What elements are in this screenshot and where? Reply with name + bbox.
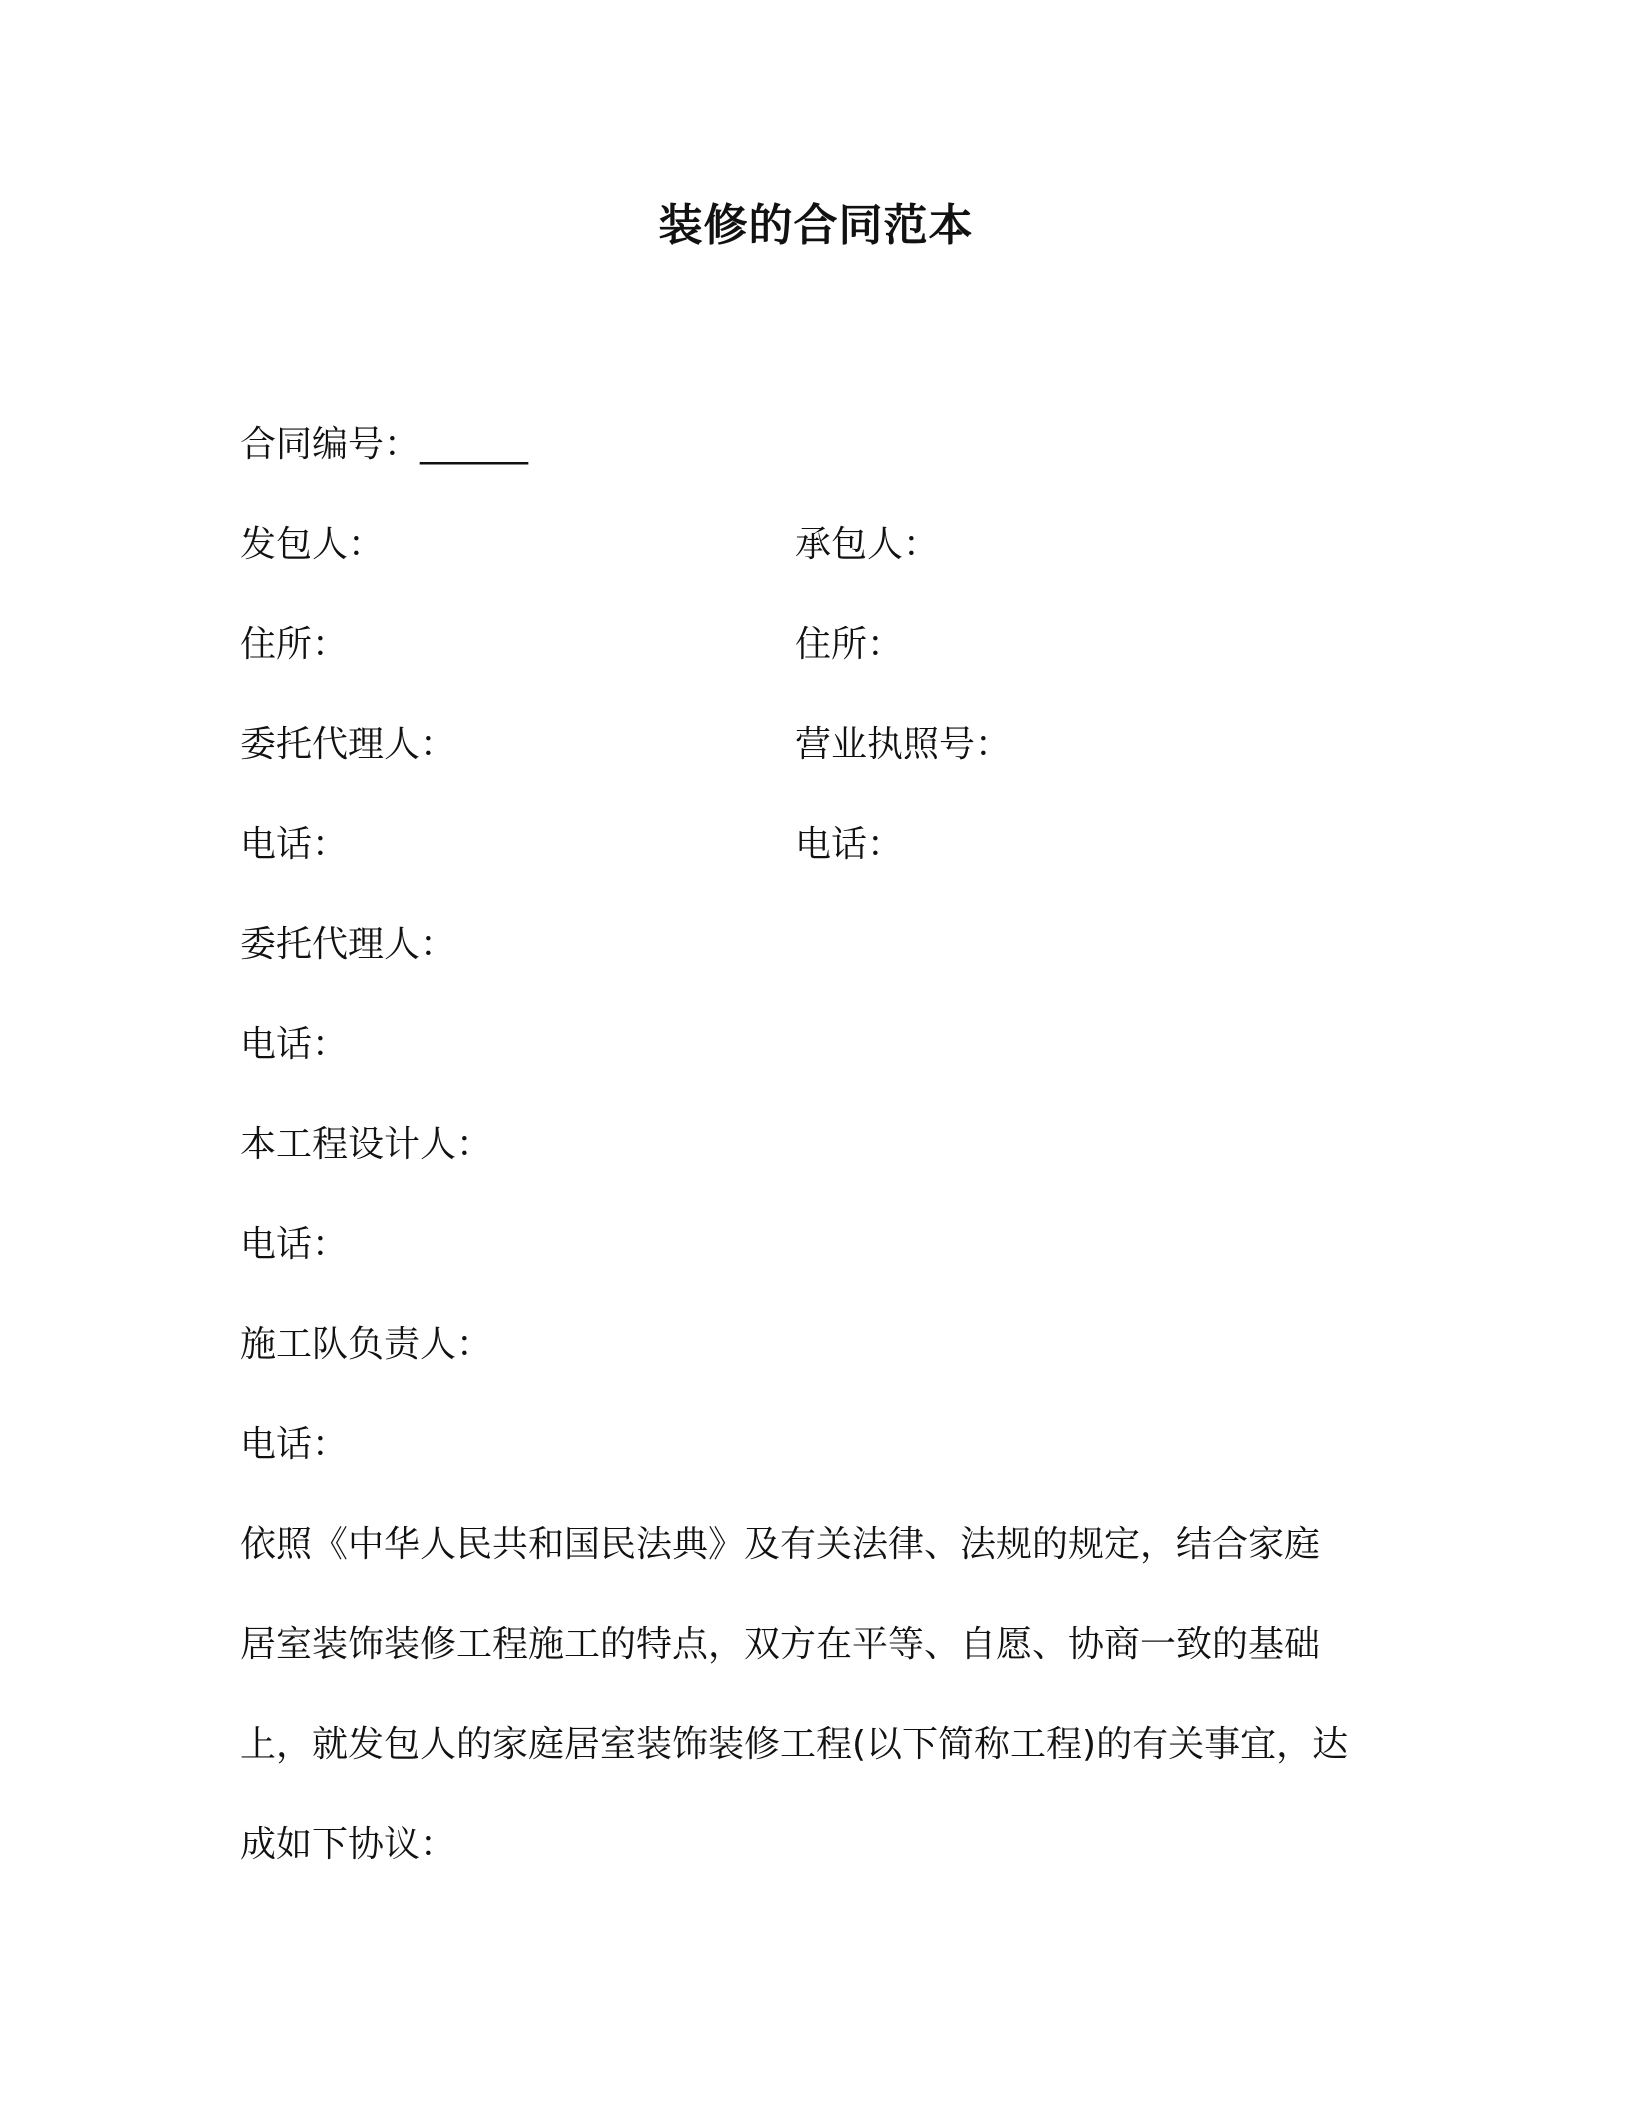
employer-label: 发包人： — [240, 524, 385, 565]
designer-label: 本工程设计人： — [240, 1124, 493, 1165]
contractor-label: 承包人： — [795, 524, 940, 565]
preamble-line: 依照《中华人民共和国民法典》及有关法律、法规的规定，结合家庭 — [240, 1524, 1321, 1565]
contractor-phone-label: 电话： — [795, 824, 904, 865]
agent-phone-label: 电话： — [240, 1024, 349, 1065]
preamble-line: 成如下协议： — [240, 1824, 457, 1865]
employer-agent-label: 委托代理人： — [240, 724, 457, 765]
document-title: 装修的合同范本 — [658, 200, 974, 251]
contractor-address-label: 住所： — [795, 624, 904, 665]
business-license-label: 营业执照号： — [795, 724, 1012, 765]
construction-lead-label: 施工队负责人： — [240, 1324, 493, 1365]
designer-phone-label: 电话： — [240, 1224, 349, 1265]
preamble-line: 居室装饰装修工程施工的特点，双方在平等、自愿、协商一致的基础 — [240, 1624, 1321, 1665]
preamble-line: 上，就发包人的家庭居室装饰装修工程(以下简称工程)的有关事宜，达 — [240, 1724, 1349, 1765]
employer-phone-label: 电话： — [240, 824, 349, 865]
construction-lead-phone-label: 电话： — [240, 1424, 349, 1465]
employer-address-label: 住所： — [240, 624, 349, 665]
contract-number-field: 合同编号：______ — [240, 424, 529, 465]
contractor-agent-label: 委托代理人： — [240, 924, 457, 965]
preamble-paragraph — [240, 1495, 1400, 1895]
